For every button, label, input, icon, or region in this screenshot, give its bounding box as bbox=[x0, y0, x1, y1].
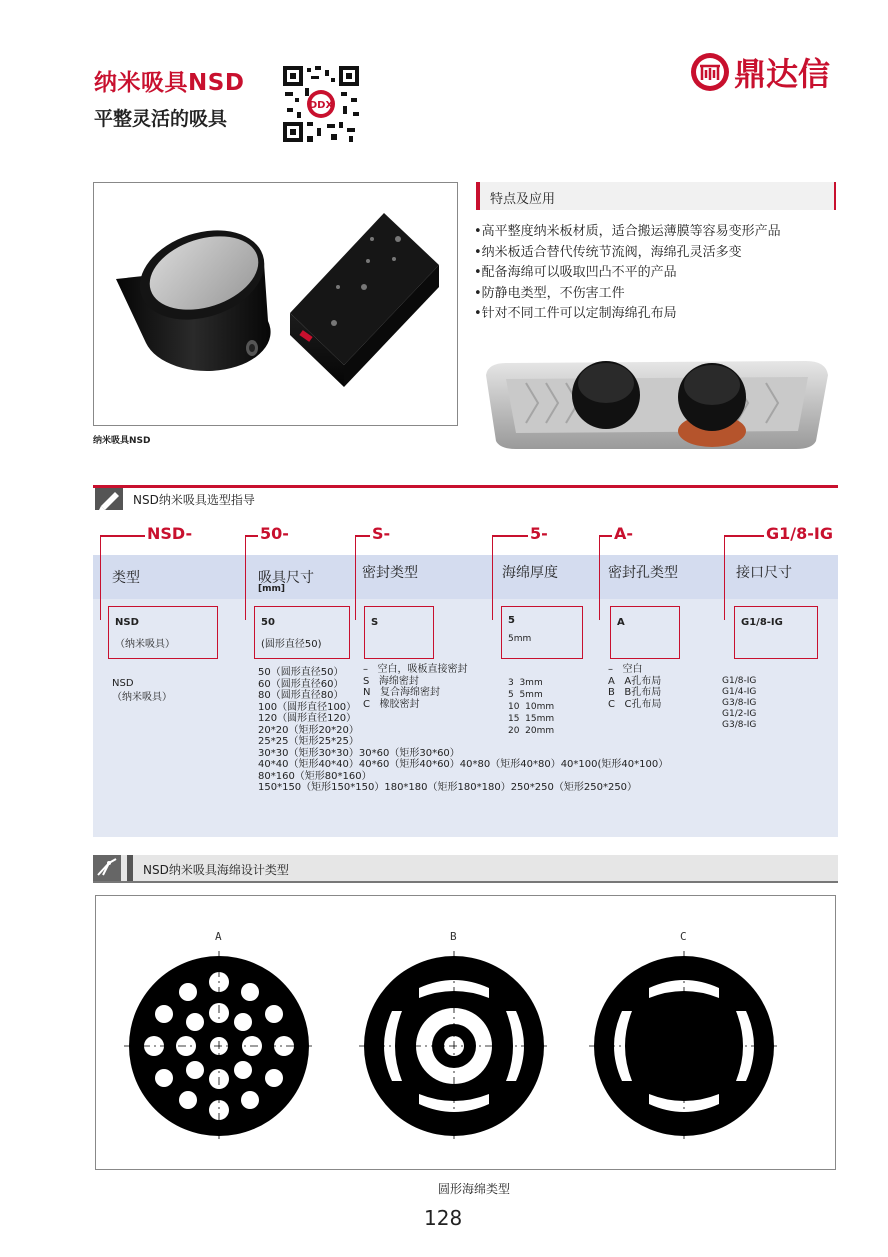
code-type: NSD- bbox=[147, 524, 193, 543]
sponge-drawings bbox=[96, 896, 837, 1171]
options-type: NSD （纳米吸具） bbox=[112, 678, 172, 703]
feature-item: •配备海绵可以吸取凹凸不平的产品 bbox=[474, 265, 677, 280]
sponge-caption: 圆形海绵类型 bbox=[438, 1182, 511, 1196]
col-seal-title: 密封类型 bbox=[362, 565, 418, 581]
code-thickness: 5- bbox=[530, 524, 548, 543]
pencil-icon bbox=[95, 488, 123, 510]
product-image bbox=[94, 183, 459, 427]
brand-name: 鼎达信 bbox=[734, 55, 831, 93]
selected-port-box bbox=[734, 606, 818, 659]
sponge-type-b bbox=[359, 951, 549, 1141]
selected-hole-code: A bbox=[617, 617, 625, 628]
code-hole: A- bbox=[614, 524, 634, 543]
selected-size-code: 50 bbox=[261, 617, 275, 628]
sponge-label-b: B bbox=[450, 930, 457, 943]
selected-type-box bbox=[108, 606, 218, 659]
features-title: 特点及应用 bbox=[490, 192, 556, 207]
sponge-label-a: A bbox=[215, 930, 222, 943]
page-number: 128 bbox=[424, 1206, 463, 1230]
features-list bbox=[474, 222, 781, 325]
header-divider bbox=[127, 855, 133, 881]
feature-item: •针对不同工件可以定制海绵孔布局 bbox=[474, 306, 677, 321]
selected-thickness-code: 5 bbox=[508, 615, 515, 626]
selected-port-code: G1/8-IG bbox=[741, 617, 783, 628]
col-size-title: 吸具尺寸 bbox=[258, 570, 314, 586]
selected-thickness-desc: 5mm bbox=[508, 634, 532, 644]
options-seal: – 空白，吸板直接密封 S 海绵密封 N 复合海绵密封 C 橡胶密封 bbox=[363, 664, 468, 710]
code-port: G1/8-IG bbox=[766, 524, 833, 543]
selected-type-code: NSD bbox=[115, 617, 139, 628]
selected-hole-box bbox=[610, 606, 680, 659]
sponge-type-a bbox=[124, 951, 314, 1141]
qr-code-icon bbox=[283, 66, 359, 142]
application-photo bbox=[476, 345, 838, 465]
selected-thickness-box bbox=[501, 606, 583, 659]
col-port-title: 接口尺寸 bbox=[736, 565, 792, 581]
col-size-unit: [mm] bbox=[258, 584, 285, 594]
options-port: G1/8-IG G1/4-IG G3/8-IG G1/2-IG G3/8-IG bbox=[722, 676, 757, 730]
page-title: 纳米吸具NSD bbox=[94, 70, 245, 96]
sponge-header bbox=[93, 855, 838, 883]
selected-seal-code: S bbox=[371, 617, 379, 628]
selected-seal-box bbox=[364, 606, 434, 659]
options-hole: – 空白 A A孔布局 B B孔布局 C C孔布局 bbox=[608, 664, 662, 710]
product-caption: 纳米吸具NSD bbox=[93, 436, 151, 446]
sponge-type-c bbox=[589, 951, 779, 1141]
sponge-label-c: C bbox=[680, 930, 687, 943]
selected-size-box bbox=[254, 606, 350, 659]
svg-text:DDX: DDX bbox=[308, 100, 334, 111]
product-photo bbox=[93, 182, 458, 426]
sponge-diagram bbox=[95, 895, 836, 1170]
code-bracket bbox=[724, 535, 734, 620]
page-subtitle: 平整灵活的吸具 bbox=[94, 108, 228, 130]
col-hole-title: 密封孔类型 bbox=[608, 565, 678, 581]
compass-icon bbox=[93, 855, 121, 881]
code-size: 50- bbox=[260, 524, 289, 543]
options-thickness: 3 3mm 5 5mm 10 10mm 15 15mm 20 20mm bbox=[508, 678, 555, 736]
selected-size-desc: (圆形直径50) bbox=[261, 639, 322, 650]
options-size: 50（圆形直径50） 60（圆形直径60） 80（圆形直径80） 100（圆形直径100） 120（圆形直径120） 20*20（矩形20*20） 25*25（矩形25*25） 30*30（矩形30*30）30*60（矩形30*60） 40*40（矩形40*40）40*60（矩形40*60）40*80（矩形40*80）40*100(矩形40*100） 80*160（矩形80*160） 150*150（矩形150*150）180*180（矩形180*180）250*250（矩形250*250） bbox=[258, 667, 669, 793]
sponge-title: NSD纳米吸具海绵设计类型 bbox=[143, 863, 289, 877]
code-seal: S- bbox=[372, 524, 391, 543]
col-type-title: 类型 bbox=[112, 570, 140, 586]
selection-title: NSD纳米吸具选型指导 bbox=[133, 493, 255, 507]
selected-type-desc: （纳米吸具） bbox=[115, 639, 175, 650]
feature-item: •纳米板适合替代传统节流阀，海绵孔灵活多变 bbox=[474, 244, 742, 260]
features-header bbox=[476, 182, 836, 210]
col-thickness-title: 海绵厚度 bbox=[502, 565, 558, 581]
brand-logo bbox=[688, 48, 864, 96]
feature-item: •高平整度纳米板材质，适合搬运薄膜等容易变形产品 bbox=[474, 224, 781, 239]
feature-item: •防静电类型，不伤害工件 bbox=[474, 285, 625, 301]
selection-header bbox=[93, 485, 838, 509]
